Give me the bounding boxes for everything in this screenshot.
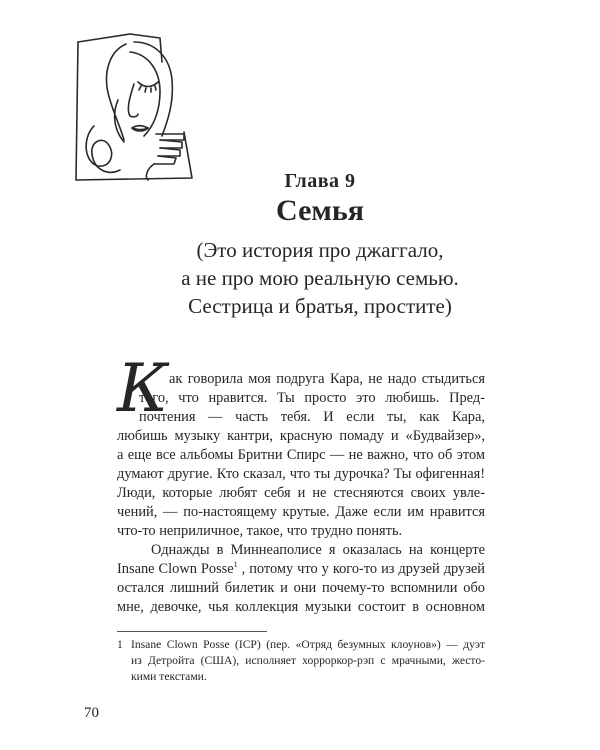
page-number: 70	[84, 705, 99, 721]
text-line: Однажды в Миннеаполисе я оказалась на концерте	[151, 542, 485, 558]
chapter-subtitle	[120, 236, 520, 320]
footnote-marker: 1	[117, 638, 123, 651]
text-fragment: , потому что у кого-то из друзей друзей	[241, 561, 485, 577]
text-fragment: Insane Clown Posse	[117, 561, 234, 577]
text-line: чений, — по-настоящему крутые. Даже если им нравится	[117, 504, 485, 520]
text-line: Люди, которые любят себя и не стесняются своих увле-	[117, 485, 485, 501]
text-line: а еще все альбомы Бритни Спирс — не важно, что об этом	[117, 447, 485, 463]
text-line: мне, девочке, чья коллекция музыки состоит в основном	[117, 599, 485, 615]
footnote-reference[interactable]: 1	[233, 560, 238, 570]
text-line: что-то неприличное, такое, что трудно понять.	[117, 523, 403, 539]
chapter-label: Глава 9	[284, 170, 356, 192]
text-line: думают другие. Кто сказал, что ты дурочка? Ты офигенная!	[117, 466, 485, 482]
footnote-line: Insane Clown Posse (ICP) (пер. «Отряд безумных клоунов») — дуэт	[131, 638, 485, 651]
drop-cap: К	[117, 350, 169, 427]
text-line: ак говорила моя подруга Кара, не надо стыдиться	[169, 371, 485, 387]
text-line: почтения — часть тебя. И если ты, как Кара,	[139, 409, 485, 425]
text-line: остался лишний билетик и они почему-то вспомнили обо	[117, 580, 485, 596]
chapter-title: Семья	[276, 194, 364, 227]
text-line-with-footnote	[117, 560, 485, 579]
subtitle-line: (Это история про джаггало,	[196, 238, 444, 262]
footnote-divider	[117, 631, 267, 632]
face-line-art-illustration	[64, 30, 194, 192]
footnote-line: из Детройта (США), исполняет хорроркор-рэп с мрачными, жесто-	[131, 654, 485, 667]
subtitle-line: Сестрица и братья, простите)	[188, 294, 452, 318]
text-line: того, что нравится. Ты просто это любишь. Пред-	[139, 390, 485, 406]
subtitle-line: а не про мою реальную семью.	[181, 266, 459, 290]
footnote-line: кими текстами.	[131, 670, 207, 683]
text-line: любишь музыку кантри, красную помаду и «Будвайзер»,	[117, 428, 485, 444]
